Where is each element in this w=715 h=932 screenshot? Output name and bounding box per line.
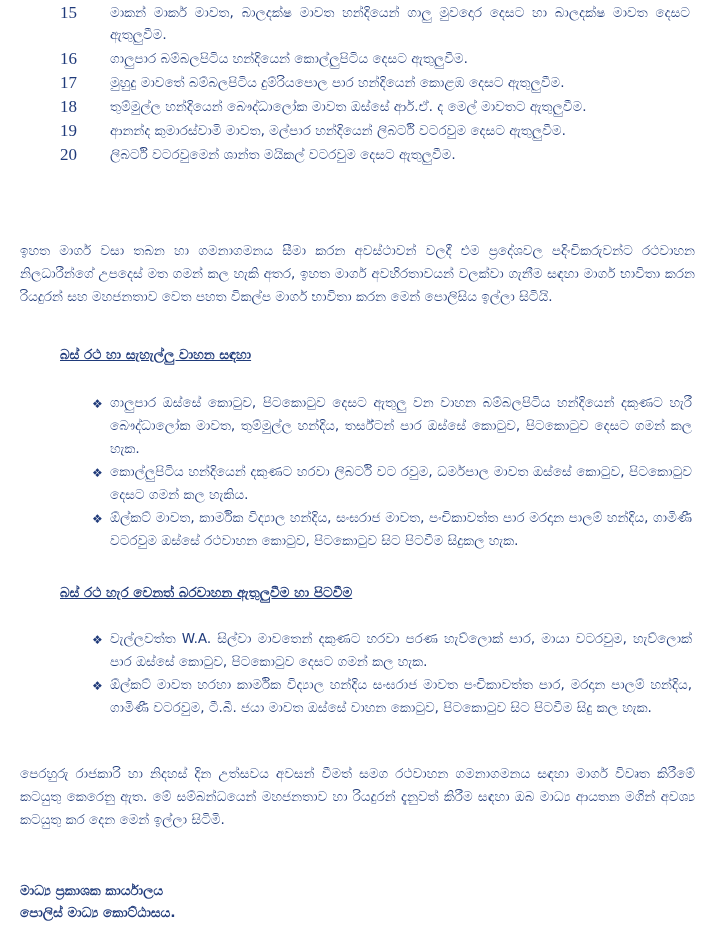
list-item bbox=[60, 96, 690, 118]
closing-paragraph: පෙරහුරු රාජකාරි හා නිදහස් දින උත්සවය අවසන් වීමත් සමග රථවාහන ගමනාගමනය සඳහා මාර්ග විවෘත කිරීමේ කටයුතු කෙරෙනු ඇත. මේ සම්බන්ධයෙන් මහජනතාව හා රියදුරන් දැනුවත් කිරීම සඳහා ඔබ මාධ්‍ය ආයතන මගින් අවශ්‍ය කටයුතු කර දෙන මෙන් ඉල්ලා සිටිමි. bbox=[20, 766, 695, 828]
road-closure-list bbox=[60, 2, 690, 166]
bullet-text: ගාලුපාර ඔස්සේ කොටුව, පිටකොටුව දෙසට ඇතුලු වන වාහන බම්බලපිටිය හන්දියෙන් දකුණට හැරී බෞද්ධාලෝක මාවත, තුම්මුල්ල හන්දිය, තර්ස්ටන් පාර ඔස්සේ කොටුව, පිටකොටුව දෙසට ගමන් කල හැක. bbox=[110, 395, 692, 457]
diamond-bullet-icon: ❖ bbox=[92, 633, 103, 647]
diamond-bullet-icon: ❖ bbox=[92, 679, 103, 693]
bullet-text: ඕල්කට් මාවත හරහා කාර්මික විද්‍යාල හන්දිය සංඝරාජ මාවත පංචිකාවත්ත පාර, මරදාන පාලම් හන්දිය, ගාමිණී වටරවුම, ටී.බී. ජයා මාවත ඔස්සේ වාහන කොටුව, පිටකොටුව සිට පිටවීම සිදු කල හැක. bbox=[110, 677, 692, 716]
item-text: තුම්මුල්ල හන්දියෙන් බෞද්ධාලෝක මාවත ඔස්සේ ආර්.ඒ. ද මෙල් මාවතට ඇතුලුවීම. bbox=[110, 99, 587, 115]
list-item bbox=[92, 674, 692, 720]
signature-block bbox=[20, 880, 175, 924]
list-item bbox=[92, 461, 692, 507]
list-item bbox=[92, 392, 692, 461]
bus-route-list bbox=[92, 392, 692, 553]
item-text: මාකන් මාකර් මාවත, බාලදක්ෂ මාවත හන්දියෙන් ගාලු මුවදොර දෙසට හා බාලදක්ෂ මාවත දෙසට ඇතුලුවීම. bbox=[110, 5, 690, 43]
diamond-bullet-icon: ❖ bbox=[92, 466, 103, 480]
list-item bbox=[60, 120, 690, 142]
section-heading-buses: බස් රථ හා සැහැල්ලු වාහන සඳහා bbox=[60, 347, 252, 363]
bullet-text: කොල්ලුපිටිය හන්දියෙන් දකුණට හරවා ලිබර්ටි වට රවුම, ධර්මපාල මාවත ඔස්සේ කොටුව, පිටකොටුව දෙසට ගමන් කල හැකිය. bbox=[110, 464, 692, 503]
list-item bbox=[60, 72, 690, 94]
item-number: 17 bbox=[60, 73, 77, 92]
section-heading-heavy-vehicles: බස් රථ හැර වෙනත් බරවාහන ඇතුලුවීම හා පිටවීම bbox=[60, 585, 353, 601]
list-item bbox=[60, 48, 690, 70]
bullet-text: ඕල්කට් මාවත, කාර්මික විද්‍යාල හන්දිය, සංඝරාජ මාවත, පංචිකාවත්ත පාර මරදාන පාලම් හන්දිය, ගාමිණී වටරවුම ඔස්සේ රථවාහන කොටුව, පිටකොටුව සිට පිටවීම සිදුකල හැක. bbox=[110, 510, 692, 549]
list-item bbox=[92, 507, 692, 553]
item-text: මුහුදු මාවතේ බම්බලපිටිය දුම්රියපොල පාර හන්දියෙන් කොළඹ දෙසට ඇතුලුවීම. bbox=[110, 75, 565, 91]
item-text: ලිබර්ටි වටරවුමෙන් ශාන්ත මයිකල් වටරවුම දෙසට ඇතුලුවීම. bbox=[110, 147, 456, 163]
item-number: 19 bbox=[60, 121, 77, 140]
item-text: ගාලුපාර බම්බලපිටිය හන්දියෙන් කොල්ලුපිටිය දෙසට ඇතුලුවීම. bbox=[110, 51, 468, 67]
bullet-text: වැල්ලවත්ත W.A. සිල්වා මාවතෙන් දකුණට හරවා පරණ හැව්ලොක් පාර, මායා වටරවුම, හැව්ලොක් පාර ඔස්සේ කොටුව, පිටකොටුව දෙසට ගමන් කල හැක. bbox=[110, 631, 692, 670]
item-number: 18 bbox=[60, 97, 77, 116]
list-item bbox=[60, 2, 690, 46]
list-item bbox=[92, 628, 692, 674]
heavy-vehicle-route-list bbox=[92, 628, 692, 720]
intro-paragraph: ඉහත මාර්ග වසා තබන හා ගමනාගමනය සීමා කරන අවස්ථාවන් වලදී එම ප්‍රදේශවල පදිංචිකරුවන්ට රථවාහන නිලධාරීන්ගේ උපදෙස් මත ගමන් කල හැකි අතර, ඉහත මාර්ග අවහිරතාවයන් වලක්වා ගැනීම සඳහා මාර්ග භාවිතා කරන රියදුරන් සහ මහජනතාව වෙත පහත විකල්ප මාර්ග භාවිතා කරන මෙන් පොලිසිය ඉල්ලා සිටියි. bbox=[20, 243, 695, 305]
item-text: ආනන්ද කුමාරස්වාමි මාවත, මල්පාර හන්දියෙන් ලිබර්ටි වටරවුම දෙසට ඇතුලුවීම. bbox=[110, 123, 566, 139]
signature-office: මාධ්‍ය ප්‍රකාශක කාර්යාලය bbox=[20, 883, 164, 899]
signature-division: පොලිස් මාධ්‍ය කොට්ඨාසය. bbox=[20, 905, 176, 921]
diamond-bullet-icon: ❖ bbox=[92, 397, 103, 411]
item-number: 16 bbox=[60, 49, 77, 68]
item-number: 20 bbox=[60, 145, 77, 164]
diamond-bullet-icon: ❖ bbox=[92, 512, 103, 526]
list-item bbox=[60, 144, 690, 166]
item-number: 15 bbox=[60, 3, 77, 22]
